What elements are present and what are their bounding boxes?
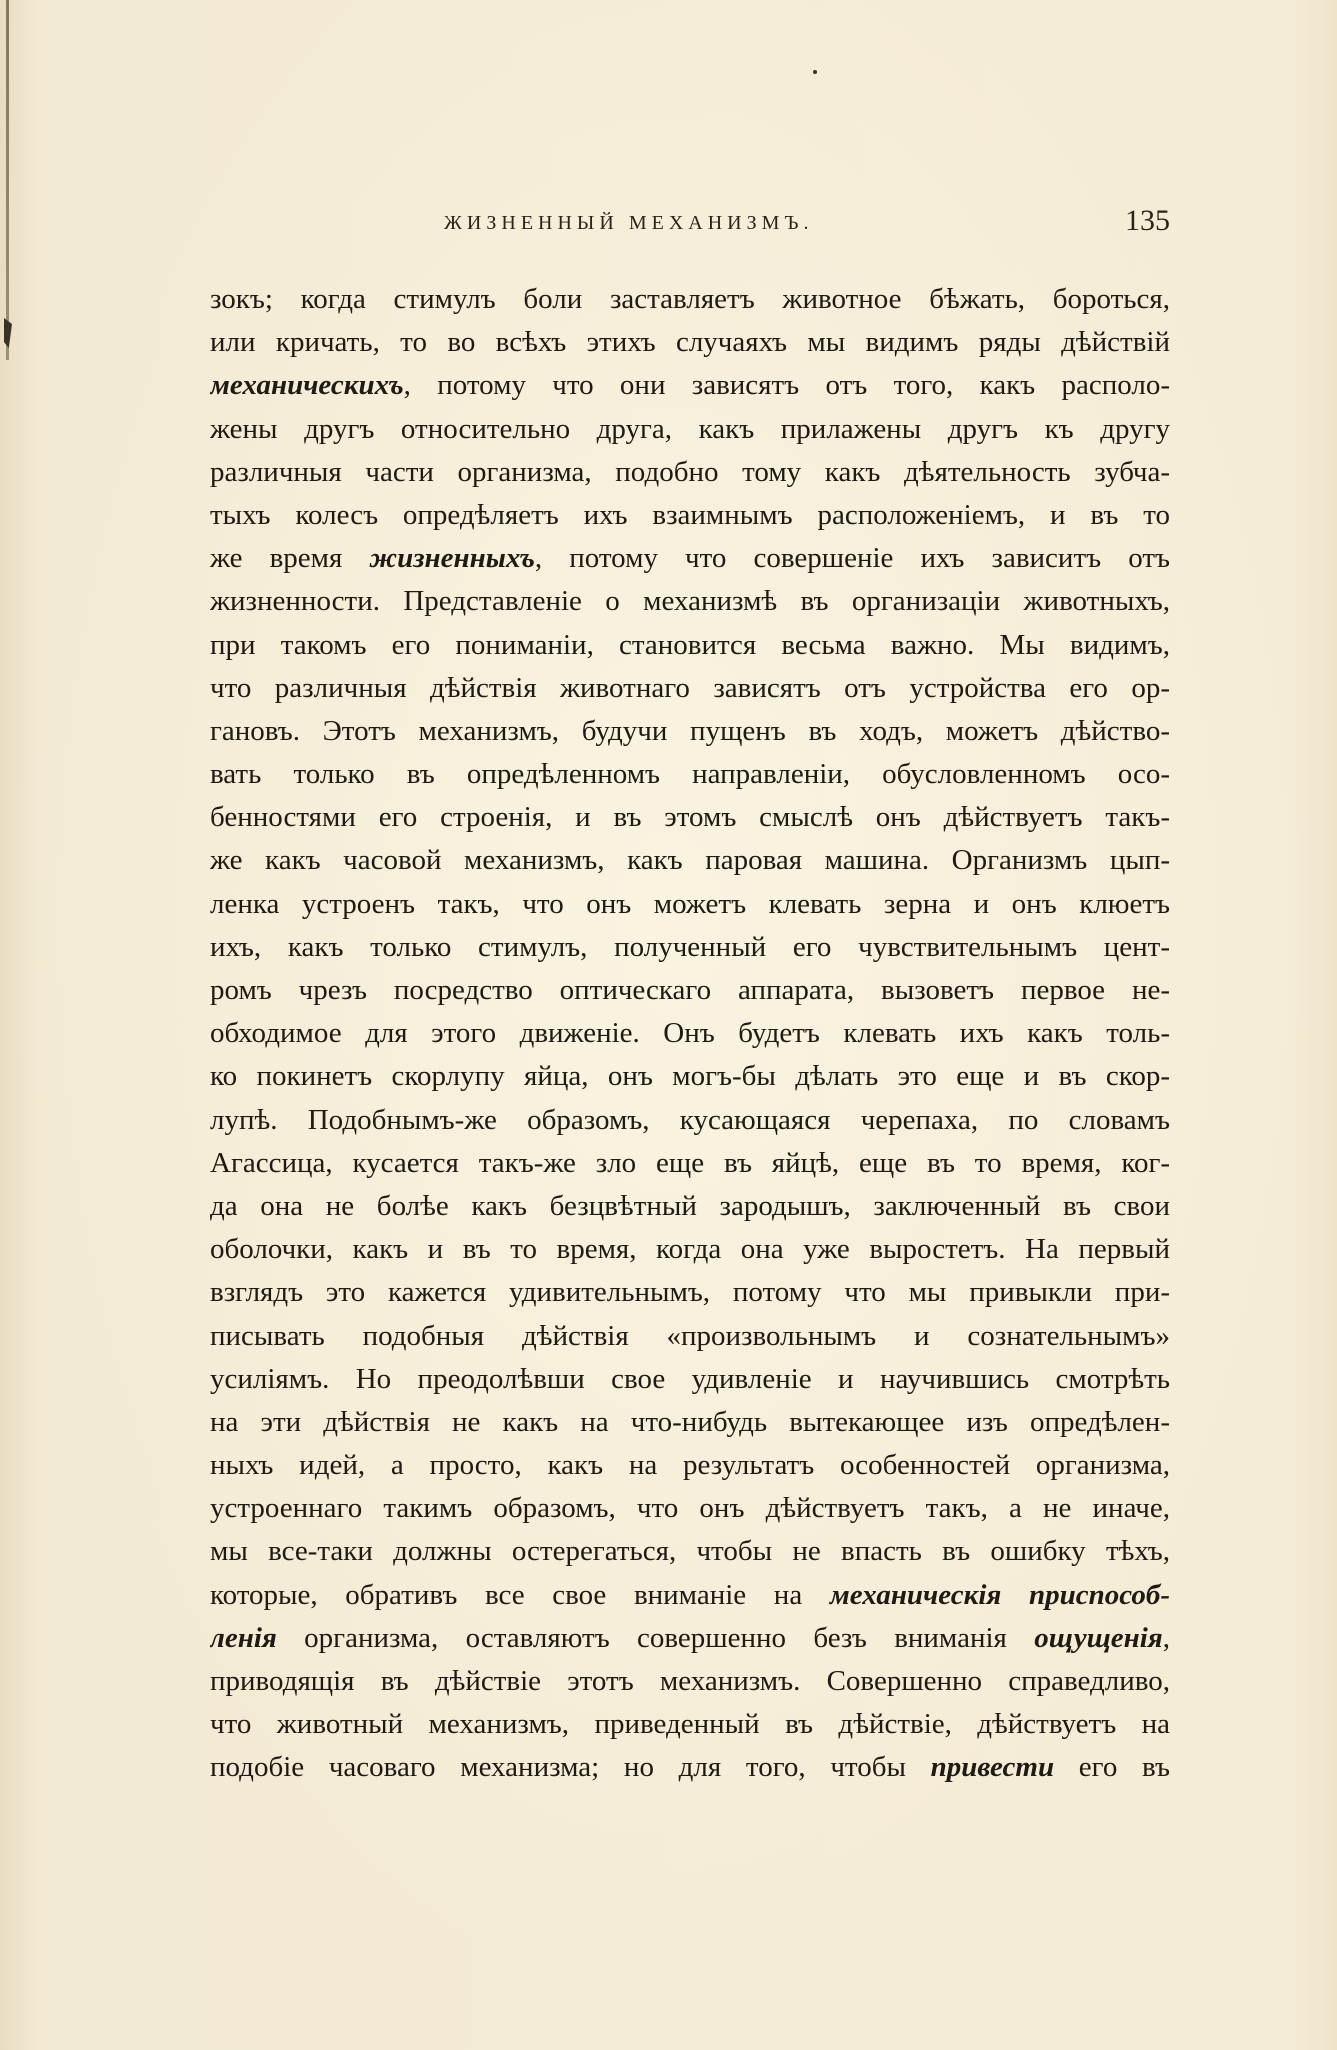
text-run: да она не болѣе какъ безцвѣтный зародышъ, заключенный въ свои xyxy=(210,1189,1170,1222)
text-run: , потому что совершеніе ихъ зависитъ отъ xyxy=(534,542,1170,575)
text-line xyxy=(210,1099,1170,1142)
text-run: ленка устроенъ такъ, что онъ можетъ клевать зерна и онъ клюетъ xyxy=(210,887,1170,920)
text-line xyxy=(210,1703,1170,1746)
text-run: устроеннаго такимъ образомъ, что онъ дѣйствуетъ такъ, а не иначе, xyxy=(210,1492,1170,1525)
text-line xyxy=(210,710,1170,753)
emphasis-run: жизненныхъ xyxy=(369,542,535,575)
body-text xyxy=(210,278,1170,1790)
text-line xyxy=(210,494,1170,537)
text-run: ромъ чрезъ посредство оптическаго аппарата, вызоветъ первое не- xyxy=(210,974,1170,1006)
text-run: жены другъ относительно друга, какъ прилажены другъ къ другу xyxy=(210,412,1170,445)
text-run: бенностями его строенія, и въ этомъ смыслѣ онъ дѣйствуетъ такъ- xyxy=(210,801,1170,834)
text-line xyxy=(210,624,1170,667)
text-run: при такомъ его пониманіи, становится весьма важно. Мы видимъ, xyxy=(210,628,1170,661)
text-line xyxy=(210,753,1170,796)
text-line xyxy=(210,1574,1170,1617)
text-line xyxy=(210,1358,1170,1401)
emphasis-run: механическія приспособ- xyxy=(829,1578,1170,1611)
text-line xyxy=(210,321,1170,364)
text-line xyxy=(210,667,1170,710)
text-run: лупѣ. Подобнымъ-же образомъ, кусающаяся черепаха, по словамъ xyxy=(210,1103,1170,1136)
text-run: тыхъ колесъ опредѣляетъ ихъ взаимнымъ расположеніемъ, и въ то xyxy=(210,498,1170,531)
text-line xyxy=(210,1228,1170,1271)
text-run: ныхъ идей, а просто, какъ на результатъ особенностей организма, xyxy=(210,1449,1170,1482)
text-line xyxy=(210,969,1170,1012)
text-line xyxy=(210,1315,1170,1358)
text-run: что различныя дѣйствія животнаго зависятъ отъ устройства его ор- xyxy=(210,671,1170,704)
text-line xyxy=(210,1012,1170,1055)
emphasis-run: ощущенія xyxy=(1034,1621,1163,1654)
text-line xyxy=(210,1185,1170,1228)
emphasis-run: механическихъ xyxy=(210,369,404,402)
text-run: писывать подобныя дѣйствія «произвольнымъ и сознательнымъ» xyxy=(210,1319,1170,1352)
text-run: взглядъ это кажется удивительнымъ, потому что мы привыкли при- xyxy=(210,1276,1170,1309)
text-run: что животный механизмъ, приведенный въ дѣйствіе, дѣйствуетъ на xyxy=(210,1708,1170,1741)
text-run: оболочки, какъ и въ то время, когда она уже выростетъ. На первый xyxy=(210,1233,1170,1266)
text-line xyxy=(210,1271,1170,1314)
text-run: вать только въ опредѣленномъ направленіи, обусловленномъ осо- xyxy=(210,758,1170,791)
text-run: ко покинетъ скорлупу яйца, онъ могъ-бы дѣлать это еще и въ скор- xyxy=(210,1060,1170,1093)
running-title: ЖИЗНЕННЫЙ МЕХАНИЗМЪ. xyxy=(444,212,814,234)
text-run: усиліямъ. Но преодолѣвши свое удивленіе и научившись смотрѣть xyxy=(210,1362,1170,1395)
emphasis-run: привести xyxy=(930,1751,1055,1784)
text-line xyxy=(210,364,1170,407)
text-run: гановъ. Этотъ механизмъ, будучи пущенъ въ ходъ, можетъ дѣйство- xyxy=(210,714,1170,747)
text-run: обходимое для этого движеніе. Онъ будетъ клевать ихъ какъ толь- xyxy=(210,1017,1170,1050)
binding-edge xyxy=(6,0,9,360)
text-run: на эти дѣйствія не какъ на что-нибудь вытекающее изъ опредѣлен- xyxy=(210,1405,1170,1438)
text-run: подобіе часоваго механизма; но для того, чтобы xyxy=(210,1751,931,1784)
page-number: 135 xyxy=(1125,204,1170,237)
text-line xyxy=(210,1617,1170,1660)
text-line xyxy=(210,278,1170,321)
text-line xyxy=(210,451,1170,494)
text-line xyxy=(210,883,1170,926)
text-run: ихъ, какъ только стимулъ, полученный его чувствительнымъ цент- xyxy=(210,930,1170,963)
text-line xyxy=(210,1660,1170,1703)
text-line xyxy=(210,1530,1170,1573)
text-line xyxy=(210,1444,1170,1487)
text-line xyxy=(210,1401,1170,1444)
text-line xyxy=(210,1055,1170,1098)
text-run: которые, обративъ все свое вниманіе на xyxy=(210,1578,830,1611)
text-line xyxy=(210,796,1170,839)
text-line xyxy=(210,1142,1170,1185)
text-line xyxy=(210,926,1170,969)
text-run: его въ xyxy=(1054,1751,1170,1784)
text-line xyxy=(210,839,1170,882)
text-line xyxy=(210,1746,1170,1789)
print-speck xyxy=(813,70,817,74)
text-line xyxy=(210,408,1170,451)
text-run: различныя части организма, подобно тому какъ дѣятельность зубча- xyxy=(210,455,1170,488)
text-run: , xyxy=(1162,1621,1170,1654)
text-run: жизненности. Представленіе о механизмѣ въ организаціи животныхъ, xyxy=(210,585,1170,618)
text-run: зокъ; когда стимулъ боли заставляетъ животное бѣжать, бороться, xyxy=(210,283,1170,315)
text-line xyxy=(210,1487,1170,1530)
text-line xyxy=(210,537,1170,580)
text-run: мы все-таки должны остерегаться, чтобы не впасть въ ошибку тѣхъ, xyxy=(210,1535,1170,1568)
text-run: Агассица, кусается такъ-же зло еще въ яйцѣ, еще въ то время, ког- xyxy=(210,1146,1170,1179)
text-run: же какъ часовой механизмъ, какъ паровая машина. Организмъ цып- xyxy=(210,844,1170,877)
text-line xyxy=(210,580,1170,623)
text-run: или кричать, то во всѣхъ этихъ случаяхъ мы видимъ ряды дѣйствій xyxy=(210,326,1170,359)
page-header xyxy=(212,204,1170,248)
text-run: же время xyxy=(210,542,370,575)
text-run: приводящія въ дѣйствіе этотъ механизмъ. Совершенно справедливо, xyxy=(210,1665,1170,1697)
emphasis-run: ленія xyxy=(210,1621,277,1654)
text-run: , потому что они зависятъ отъ того, какъ располо- xyxy=(403,369,1170,402)
text-run: организма, оставляютъ совершенно безъ вниманія xyxy=(276,1621,1035,1654)
